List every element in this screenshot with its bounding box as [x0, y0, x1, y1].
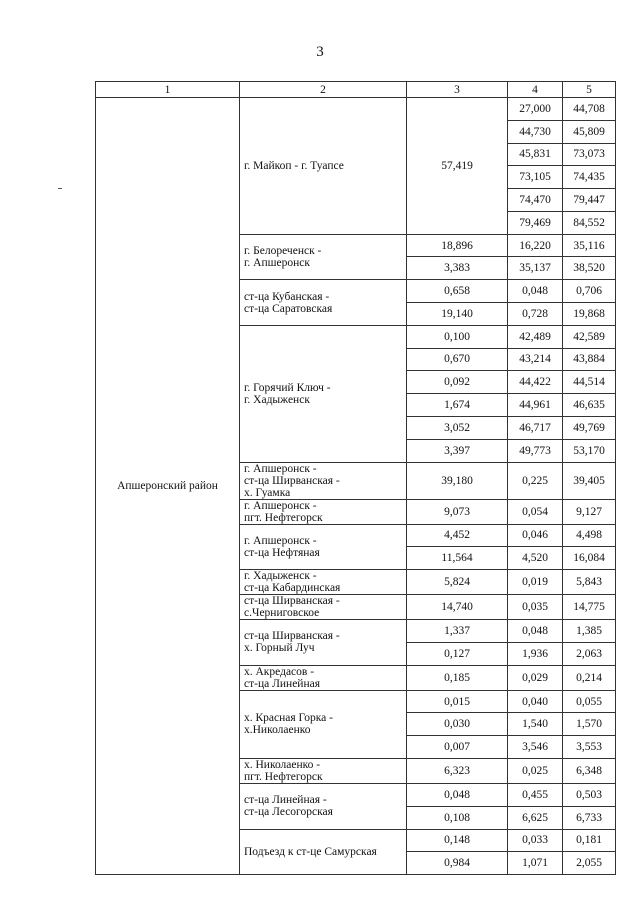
- km-start-cell: 0,033: [508, 829, 563, 852]
- km-end-cell: 19,868: [563, 303, 616, 326]
- length-cell: 0,670: [407, 348, 508, 371]
- road-name-cell: [240, 690, 407, 758]
- length-cell: 0,015: [407, 690, 508, 713]
- road-name-cell: [240, 620, 407, 666]
- km-start-cell: 0,025: [508, 758, 563, 783]
- km-start-cell: 0,029: [508, 665, 563, 690]
- km-end-cell: 9,127: [563, 499, 616, 524]
- road-name-line: ст-ца Линейная: [244, 677, 321, 690]
- km-end-cell: 0,181: [563, 829, 616, 852]
- length-cell: 0,127: [407, 642, 508, 665]
- road-name-line: г. Апшеронск -: [244, 534, 317, 547]
- road-name-line: ст-ца Кубанская -: [244, 290, 330, 303]
- km-start-cell: 1,071: [508, 852, 563, 875]
- road-name-cell: [240, 234, 407, 280]
- header-cell: 2: [240, 82, 407, 98]
- road-name-cell: [240, 570, 407, 595]
- road-name-line: ст-ца Ширванская -: [244, 474, 340, 487]
- km-start-cell: 44,961: [508, 394, 563, 417]
- road-name-line: ст-ца Ширванская -: [244, 595, 340, 608]
- road-name-line: х.Николаенко: [244, 724, 311, 737]
- km-end-cell: 74,435: [563, 166, 616, 189]
- header-cell: 5: [563, 82, 616, 98]
- km-end-cell: 5,843: [563, 570, 616, 595]
- road-name-line: г. Белореченск -: [244, 244, 322, 257]
- length-cell: 18,896: [407, 234, 508, 257]
- road-name-line: х. Николаенко -: [244, 758, 321, 771]
- km-start-cell: 44,730: [508, 120, 563, 143]
- km-end-cell: 16,084: [563, 547, 616, 570]
- road-name-cell: [240, 462, 407, 499]
- road-name-line: пгт. Нефтегорск: [244, 770, 323, 783]
- km-end-cell: 4,498: [563, 524, 616, 547]
- km-start-cell: 79,469: [508, 211, 563, 234]
- length-cell: 5,824: [407, 570, 508, 595]
- road-name-cell: [240, 758, 407, 783]
- km-start-cell: 3,546: [508, 736, 563, 759]
- km-start-cell: 44,422: [508, 371, 563, 394]
- length-cell: 57,419: [407, 98, 508, 235]
- length-cell: 1,674: [407, 394, 508, 417]
- length-cell: 0,007: [407, 736, 508, 759]
- road-name-cell: [240, 595, 407, 620]
- length-cell: 4,452: [407, 524, 508, 547]
- km-start-cell: 0,048: [508, 620, 563, 643]
- length-cell: 0,148: [407, 829, 508, 852]
- road-name-line: ст-ца Лесогорская: [244, 806, 333, 819]
- km-end-cell: 39,405: [563, 462, 616, 499]
- km-start-cell: 46,717: [508, 416, 563, 439]
- km-end-cell: 2,055: [563, 852, 616, 875]
- km-start-cell: 74,470: [508, 189, 563, 212]
- km-end-cell: 6,348: [563, 758, 616, 783]
- km-end-cell: 53,170: [563, 439, 616, 462]
- length-cell: 19,140: [407, 303, 508, 326]
- road-name-cell: [240, 783, 407, 829]
- road-name-cell: [240, 280, 407, 326]
- km-end-cell: 84,552: [563, 211, 616, 234]
- km-start-cell: 1,540: [508, 713, 563, 736]
- km-start-cell: 0,728: [508, 303, 563, 326]
- length-cell: 3,383: [407, 257, 508, 280]
- km-end-cell: 44,708: [563, 98, 616, 121]
- length-cell: 39,180: [407, 462, 508, 499]
- road-name-line: Подъезд к ст-це Самурская: [244, 845, 377, 858]
- length-cell: 0,185: [407, 665, 508, 690]
- length-cell: 0,108: [407, 806, 508, 829]
- road-name-line: г. Майкоп - г. Туапсе: [244, 159, 344, 172]
- header-cell: 1: [96, 82, 240, 98]
- km-end-cell: 3,553: [563, 736, 616, 759]
- km-end-cell: 43,884: [563, 348, 616, 371]
- km-start-cell: 0,048: [508, 280, 563, 303]
- header-cell: 3: [407, 82, 508, 98]
- km-end-cell: 1,385: [563, 620, 616, 643]
- km-start-cell: 0,225: [508, 462, 563, 499]
- road-name-line: г. Хадыженск: [244, 393, 310, 406]
- km-end-cell: 35,116: [563, 234, 616, 257]
- road-name-line: ст-ца Кабардинская: [244, 582, 341, 595]
- length-cell: 11,564: [407, 547, 508, 570]
- length-cell: 6,323: [407, 758, 508, 783]
- header-row: [96, 82, 616, 98]
- length-cell: 3,397: [407, 439, 508, 462]
- length-cell: 0,658: [407, 280, 508, 303]
- km-end-cell: 49,769: [563, 416, 616, 439]
- length-cell: 1,337: [407, 620, 508, 643]
- length-cell: 0,030: [407, 713, 508, 736]
- region-cell: Апшеронский район: [96, 98, 240, 875]
- road-name-line: с.Черниговское: [244, 607, 320, 620]
- km-start-cell: 0,035: [508, 595, 563, 620]
- length-cell: 0,984: [407, 852, 508, 875]
- km-end-cell: 42,589: [563, 325, 616, 348]
- page-number: 3: [316, 44, 324, 60]
- length-cell: 0,092: [407, 371, 508, 394]
- road-name-line: г. Горячий Ключ -: [244, 381, 331, 394]
- km-start-cell: 0,019: [508, 570, 563, 595]
- km-start-cell: 0,455: [508, 783, 563, 806]
- length-cell: 3,052: [407, 416, 508, 439]
- km-end-cell: 44,514: [563, 371, 616, 394]
- km-end-cell: 2,063: [563, 642, 616, 665]
- km-start-cell: 1,936: [508, 642, 563, 665]
- km-end-cell: 38,520: [563, 257, 616, 280]
- road-name-line: ст-ца Нефтяная: [244, 546, 320, 559]
- road-name-line: х. Акредасов -: [244, 665, 315, 678]
- length-cell: 9,073: [407, 499, 508, 524]
- road-name-cell: [240, 665, 407, 690]
- road-name-line: г. Апшеронск -: [244, 499, 317, 512]
- road-name-line: пгт. Нефтегорск: [244, 511, 323, 524]
- km-start-cell: 0,054: [508, 499, 563, 524]
- km-start-cell: 45,831: [508, 143, 563, 166]
- header-cell: 4: [508, 82, 563, 98]
- km-end-cell: 0,503: [563, 783, 616, 806]
- km-start-cell: 42,489: [508, 325, 563, 348]
- length-cell: 14,740: [407, 595, 508, 620]
- road-name-line: г. Апшеронск -: [244, 462, 317, 475]
- km-start-cell: 4,520: [508, 547, 563, 570]
- road-name-line: ст-ца Линейная -: [244, 794, 327, 807]
- km-end-cell: 0,055: [563, 690, 616, 713]
- km-start-cell: 0,046: [508, 524, 563, 547]
- road-name-cell: [240, 524, 407, 570]
- road-name-line: х. Красная Горка -: [244, 712, 333, 725]
- km-start-cell: 43,214: [508, 348, 563, 371]
- table-row: [96, 98, 616, 121]
- km-end-cell: 0,214: [563, 665, 616, 690]
- road-name-cell: [240, 98, 407, 235]
- km-end-cell: 1,570: [563, 713, 616, 736]
- road-name-cell: [240, 499, 407, 524]
- km-end-cell: 45,809: [563, 120, 616, 143]
- road-table: [95, 81, 616, 875]
- km-end-cell: 14,775: [563, 595, 616, 620]
- road-name-line: г. Апшеронск: [244, 256, 310, 269]
- km-start-cell: 35,137: [508, 257, 563, 280]
- km-end-cell: 73,073: [563, 143, 616, 166]
- km-start-cell: 0,040: [508, 690, 563, 713]
- km-end-cell: 79,447: [563, 189, 616, 212]
- km-start-cell: 27,000: [508, 98, 563, 121]
- road-name-line: х. Гуамка: [244, 486, 291, 499]
- road-name-cell: [240, 829, 407, 875]
- km-end-cell: 6,733: [563, 806, 616, 829]
- margin-mark: [58, 188, 62, 189]
- length-cell: 0,048: [407, 783, 508, 806]
- km-start-cell: 16,220: [508, 234, 563, 257]
- km-start-cell: 49,773: [508, 439, 563, 462]
- road-name-line: х. Горный Луч: [244, 642, 315, 655]
- road-name-line: ст-ца Ширванская -: [244, 630, 340, 643]
- length-cell: 0,100: [407, 325, 508, 348]
- km-end-cell: 0,706: [563, 280, 616, 303]
- road-name-line: г. Хадыженск -: [244, 570, 317, 583]
- road-name-line: ст-ца Саратовская: [244, 302, 333, 315]
- road-name-cell: [240, 325, 407, 462]
- km-start-cell: 6,625: [508, 806, 563, 829]
- km-end-cell: 46,635: [563, 394, 616, 417]
- km-start-cell: 73,105: [508, 166, 563, 189]
